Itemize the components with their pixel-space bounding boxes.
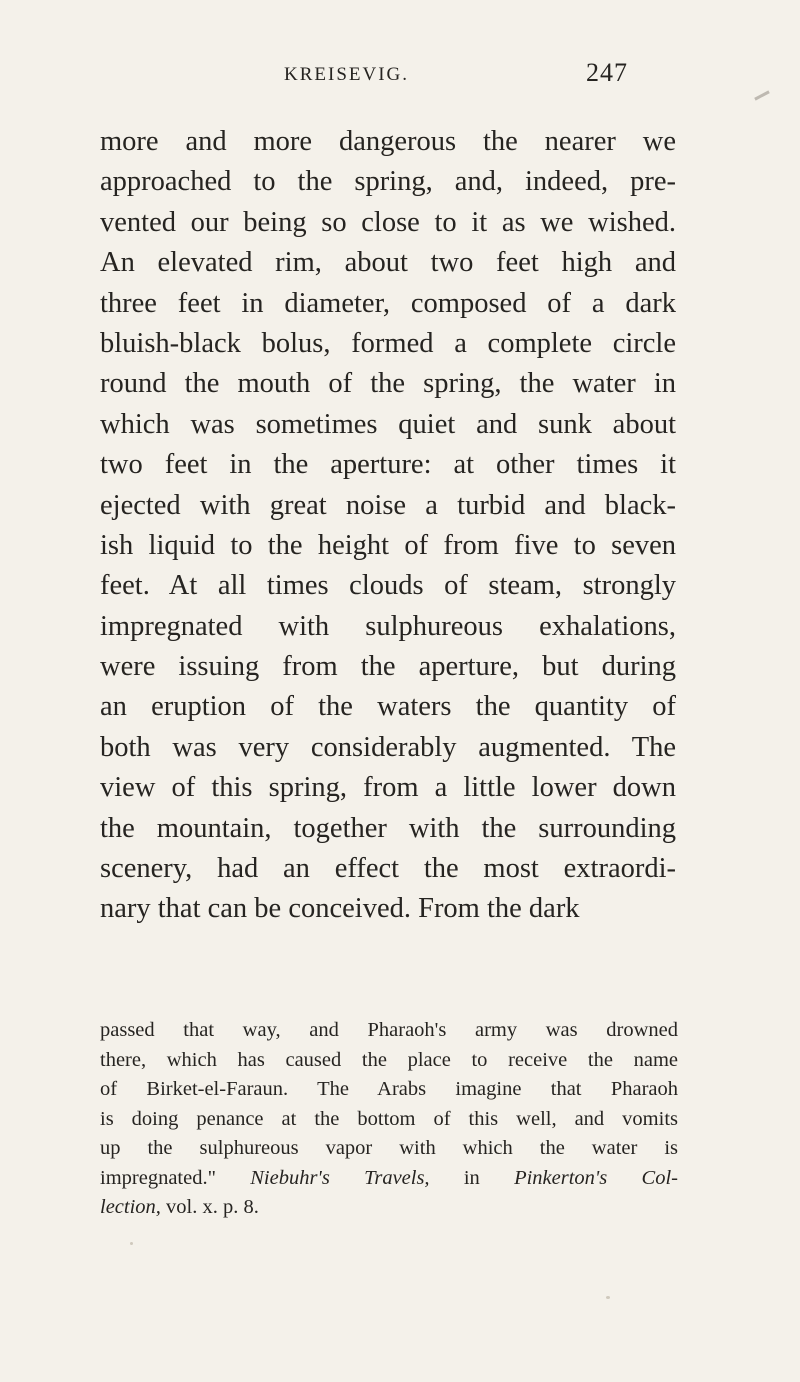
footnote-line: passed that way, and Pharaoh's army was drowned xyxy=(100,1019,678,1041)
body-line: view of this spring, from a little lower down xyxy=(100,772,676,804)
footnote-citation-title: Pinkerton's Col- xyxy=(514,1166,678,1189)
body-line: round the mouth of the spring, the water in xyxy=(100,368,676,400)
paper-speck xyxy=(606,1296,610,1299)
body-line: bluish-black bolus, formed a complete circle xyxy=(100,327,676,359)
body-line: an eruption of the waters the quantity of xyxy=(100,691,676,723)
footnote-citation-title: Niebuhr's Travels, xyxy=(250,1166,430,1189)
footnote-line: up the sulphureous vapor with which the water is xyxy=(100,1137,678,1159)
page-number: 247 xyxy=(586,58,628,87)
body-line: both was very considerably augmented. The xyxy=(100,731,676,763)
footnote-text: vol. x. p. 8. xyxy=(160,1196,259,1218)
footnote-text: in xyxy=(429,1166,515,1189)
footnote-line xyxy=(100,1193,678,1223)
body-line: more and more dangerous the nearer we xyxy=(100,126,676,157)
footnote-citation-title: lection, xyxy=(100,1196,161,1218)
body-line: feet. At all times clouds of steam, strongly xyxy=(100,570,676,602)
body-line: were issuing from the aperture, but during xyxy=(100,651,676,683)
footnote-line: there, which has caused the place to receive the name xyxy=(100,1048,678,1071)
body-line: ejected with great noise a turbid and black- xyxy=(100,489,676,521)
body-line: the mountain, together with the surrounding xyxy=(100,812,676,844)
paper-speck xyxy=(130,1242,133,1245)
running-head-title: KREISEVIG. xyxy=(284,64,410,85)
footnote xyxy=(100,1016,678,1223)
body-line: An elevated rim, about two feet high and xyxy=(100,247,676,279)
footnote-text: impregnated." xyxy=(100,1166,251,1189)
body-line: which was sometimes quiet and sunk about xyxy=(100,408,676,440)
footnote-line: of Birket-el-Faraun. The Arabs imagine that Pharaoh xyxy=(100,1078,678,1100)
body-text xyxy=(100,122,676,930)
body-line: scenery, had an effect the most extraordi- xyxy=(100,853,676,885)
footnote-line xyxy=(100,1164,678,1194)
body-line: ish liquid to the height of from five to seven xyxy=(100,529,676,561)
running-head xyxy=(0,58,800,98)
body-line: nary that can be conceived. From the dark xyxy=(100,893,580,925)
body-line: vented our being so close to it as we wished. xyxy=(100,206,676,238)
footnote-line: is doing penance at the bottom of this well, and vomits xyxy=(100,1107,678,1130)
body-line: three feet in diameter, composed of a dark xyxy=(100,287,676,319)
body-line: approached to the spring, and, indeed, pre- xyxy=(100,166,676,198)
body-line: two feet in the aperture: at other times it xyxy=(100,449,676,481)
body-line: impregnated with sulphureous exhalations, xyxy=(100,610,676,642)
